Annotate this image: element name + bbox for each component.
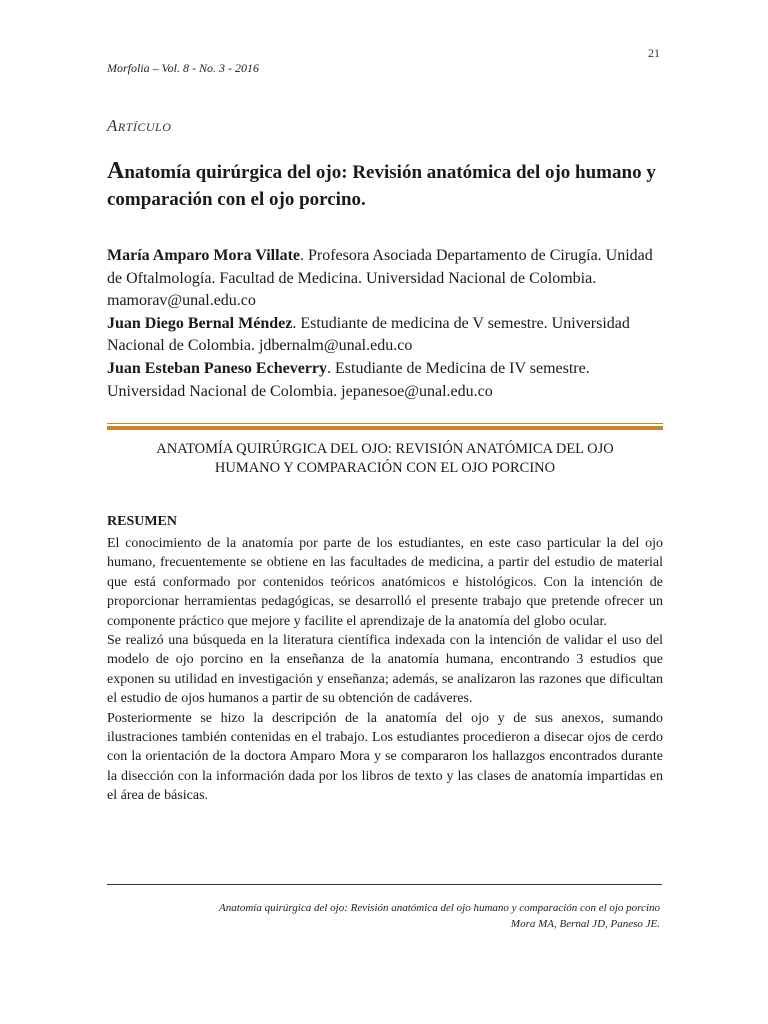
author-entry bbox=[107, 313, 667, 358]
section-label: Artículo bbox=[107, 116, 172, 135]
author-entry bbox=[107, 358, 667, 403]
uppercase-title-line: ANATOMÍA QUIRÚRGICA DEL OJO: REVISIÓN ANATÓMICA DEL OJO bbox=[156, 441, 614, 457]
author-entry bbox=[107, 245, 667, 313]
abstract-paragraph: Posteriormente se hizo la descripción de la anatomía del ojo y de sus anexos, sumando ilustraciones también contenidas en el trabajo. Los estudiantes procedieron a disecar ojos de cerdo con la orientación de la doctora Amparo Mora y se compararon los hallazgos encontrados durante la disección con la información dada por los libros de texto y las clases de anatomía impartidas en el área de básicas. bbox=[107, 710, 663, 804]
author-affiliation: . Estudiante de Medicina de IV semestre. Universidad Nacional de Colombia. jepanesoe@unal.edu.co bbox=[107, 359, 590, 400]
title-text: natomía quirúrgica del ojo: Revisión anatómica del ojo humano y comparación con el ojo porcino. bbox=[107, 162, 656, 210]
author-affiliation: . Profesora Asociada Departamento de Cirugía. Unidad de Oftalmología. Facultad de Medicina. Universidad Nacional de Colombia. mamorav@unal.edu.co bbox=[107, 247, 653, 310]
abstract-body bbox=[107, 534, 663, 806]
title-initial: A bbox=[107, 158, 125, 184]
author-affiliation: . Estudiante de medicina de V semestre. Universidad Nacional de Colombia. jdbernalm@unal.edu.co bbox=[107, 314, 630, 355]
footer-divider bbox=[107, 884, 662, 885]
author-list bbox=[107, 245, 667, 403]
article-title bbox=[107, 158, 667, 213]
uppercase-title-line: HUMANO Y COMPARACIÓN CON EL OJO PORCINO bbox=[214, 460, 556, 476]
journal-citation: Morfolia – Vol. 8 - No. 3 - 2016 bbox=[107, 61, 259, 75]
footer-authors: Mora MA, Bernal JD, Paneso JE. bbox=[510, 918, 660, 930]
abstract-heading: RESUMEN bbox=[107, 514, 178, 529]
accent-divider bbox=[107, 426, 663, 430]
author-name: María Amparo Mora Villate bbox=[107, 247, 300, 264]
abstract-paragraph: El conocimiento de la anatomía por parte de los estudiantes, en este caso particular la del ojo humano, frecuentemente se obtiene en las facultades de medicina, a partir del estudio de material que está conformado por contenidos teóricos anatómicos e histológicos. Con la intención de proporcionar herramientas pedagógicas, se desarrolló el presente trabajo que pretende ofrecer un componente práctico que mejore y facilite el aprendizaje de la anatomía del globo ocular. bbox=[107, 536, 663, 629]
footer-title: Anatomía quirúrgica del ojo: Revisión anatómica del ojo humano y comparación con el ojo porcino bbox=[219, 902, 660, 914]
author-name: Juan Diego Bernal Méndez bbox=[107, 314, 293, 332]
page-number: 21 bbox=[648, 46, 660, 60]
running-footer bbox=[107, 900, 660, 932]
author-name: Juan Esteban Paneso Echeverry bbox=[107, 359, 327, 377]
uppercase-title bbox=[107, 440, 663, 478]
abstract-paragraph: Se realizó una búsqueda en la literatura científica indexada con la intención de validar el uso del modelo de ojo porcino en la enseñanza de la anatomía humana, encontrando 3 estudios que exponen su utilidad en investigación y enseñanza; además, se analizaron las razones que dificultan el estudio de ojos humanos a partir de su obtención de cadáveres. bbox=[107, 633, 663, 707]
